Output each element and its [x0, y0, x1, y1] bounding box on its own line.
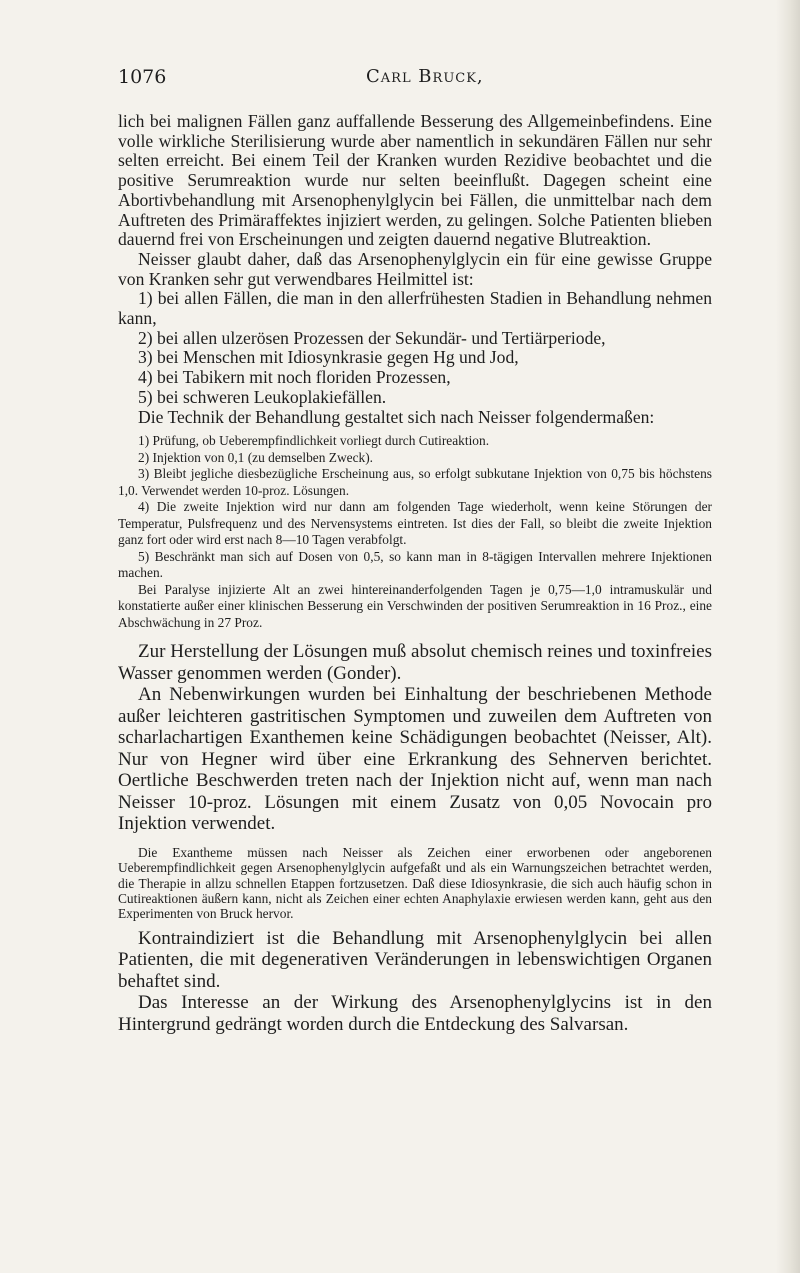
list-item: 4) bei Tabikern mit noch floriden Prozessen,: [138, 367, 451, 388]
paralyse-note: Bei Paralyse injizierte Alt an zwei hintereinanderfolgenden Tagen je 0,75—1,0 intramuskulär und konstatierte außer einer klinischen Besserung ein Verschwinden der positiven Serumreaktion in 16 Proz., eine Abschwächung in 27 Proz.: [118, 581, 712, 630]
exanthem-note: Die Exantheme müssen nach Neisser als Zeichen einer erworbenen oder angeborenen Ueberempfindlichkeit gegen Arsenophenylglycin aufgefaßt und als ein Warnungszeichen betrachtet werden, die Therapie in allzu schnellen Etappen fortzusetzen. Daß diese Idiosynkrasie, die sich auch häufig schon in Cutireaktionen äußern kann, nicht als Zeichen einer echten Anaphylaxie erwiesen werden kann, geht aus den Experimenten von Bruck hervor.: [118, 844, 712, 922]
indication-list: [118, 289, 712, 407]
technique-steps: [118, 433, 712, 631]
paragraph-technik: Die Technik der Behandlung gestaltet sich nach Neisser folgendermaßen:: [138, 406, 655, 427]
running-title: Carl Bruck,: [366, 66, 484, 87]
step-item: 1) Prüfung, ob Ueberempfindlichkeit vorliegt durch Cutireaktion.: [138, 433, 490, 449]
paragraph-neisser: Neisser glaubt daher, daß das Arsenophenylglycin ein für eine gewisse Gruppe von Kranken sehr gut verwendbares Heilmittel ist:: [118, 248, 712, 289]
paragraph-nebenwirkungen: An Nebenwirkungen wurden bei Einhaltung der beschriebenen Methode außer leichteren gastritischen Symptomen und zuweilen dem Auftreten von scharlachartigen Exanthemen keine Schädigungen beobachtet (Neisser, Alt). Nur von Hegner wird über eine Erkrankung des Sehnerven berichtet. Oertliche Beschwerden treten nach der Injektion nicht auf, wenn man nach Neisser 10-proz. Lösungen mit einem Zusatz von 0,05 Novocain pro Injektion verwendet.: [118, 684, 712, 835]
page-body: [118, 112, 712, 1035]
paragraph-kontraindiziert: Kontraindiziert ist die Behandlung mit Arsenophenylglycin bei allen Patienten, die mit degenerativen Veränderungen in lebenswichtigen Organen behaftet sind.: [118, 927, 712, 992]
paragraph-1: lich bei malignen Fällen ganz auffallende Besserung des Allgemeinbefindens. Eine volle wirkliche Sterilisierung wurde aber namentlich in sekundären Fällen nur sehr selten erreicht. Bei einem Teil der Kranken wurden Rezidive beobachtet und die positive Serumreaktion wurde nur selten beeinflußt. Dagegen scheint eine Abortivbehandlung mit Arsenophenylglycin bei Fällen, die unmittelbar nach dem Auftreten des Primäraffektes injiziert werden, zu gelingen. Solche Patienten blieben dauernd frei von Erscheinungen und zeigten dauernd negative Blutreaktion.: [118, 111, 712, 250]
list-item: 2) bei allen ulzerösen Prozessen der Sekundär- und Tertiärperiode,: [138, 327, 606, 348]
paragraph-interesse: Das Interesse an der Wirkung des Arsenophenylglycins ist in den Hintergrund gedrängt worden durch die Entdeckung des Salvarsan.: [118, 992, 712, 1035]
page-header: [118, 66, 708, 96]
list-item: 3) bei Menschen mit Idiosynkrasie gegen Hg und Jod,: [138, 347, 519, 368]
paragraph-herstellung: Zur Herstellung der Lösungen muß absolut chemisch reines und toxinfreies Wasser genommen werden (Gonder).: [118, 641, 712, 684]
list-item: 1) bei allen Fällen, die man in den allerfrühesten Stadien in Behandlung nehmen kann,: [118, 288, 712, 329]
step-item: 2) Injektion von 0,1 (zu demselben Zweck).: [138, 449, 374, 465]
list-item: 5) bei schweren Leukoplakiefällen.: [138, 386, 387, 407]
page-number: 1076: [118, 66, 167, 88]
step-item: 4) Die zweite Injektion wird nur dann am folgenden Tage wiederholt, wenn keine Störungen der Temperatur, Pulsfrequenz und des Nervensystems eintreten. Ist dies der Fall, so bleibt die zweite Injektion ganz fort oder wird erst nach 8—10 Tagen verabfolgt.: [118, 499, 712, 548]
step-item: 5) Beschränkt man sich auf Dosen von 0,5, so kann man in 8-tägigen Intervallen mehrere Injektionen machen.: [118, 548, 712, 581]
step-item: 3) Bleibt jegliche diesbezügliche Erscheinung aus, so erfolgt subkutane Injektion von 0,75 bis höchstens 1,0. Verwendet werden 10-proz. Lösungen.: [118, 466, 712, 498]
page-edge-shadow: [776, 0, 800, 1273]
